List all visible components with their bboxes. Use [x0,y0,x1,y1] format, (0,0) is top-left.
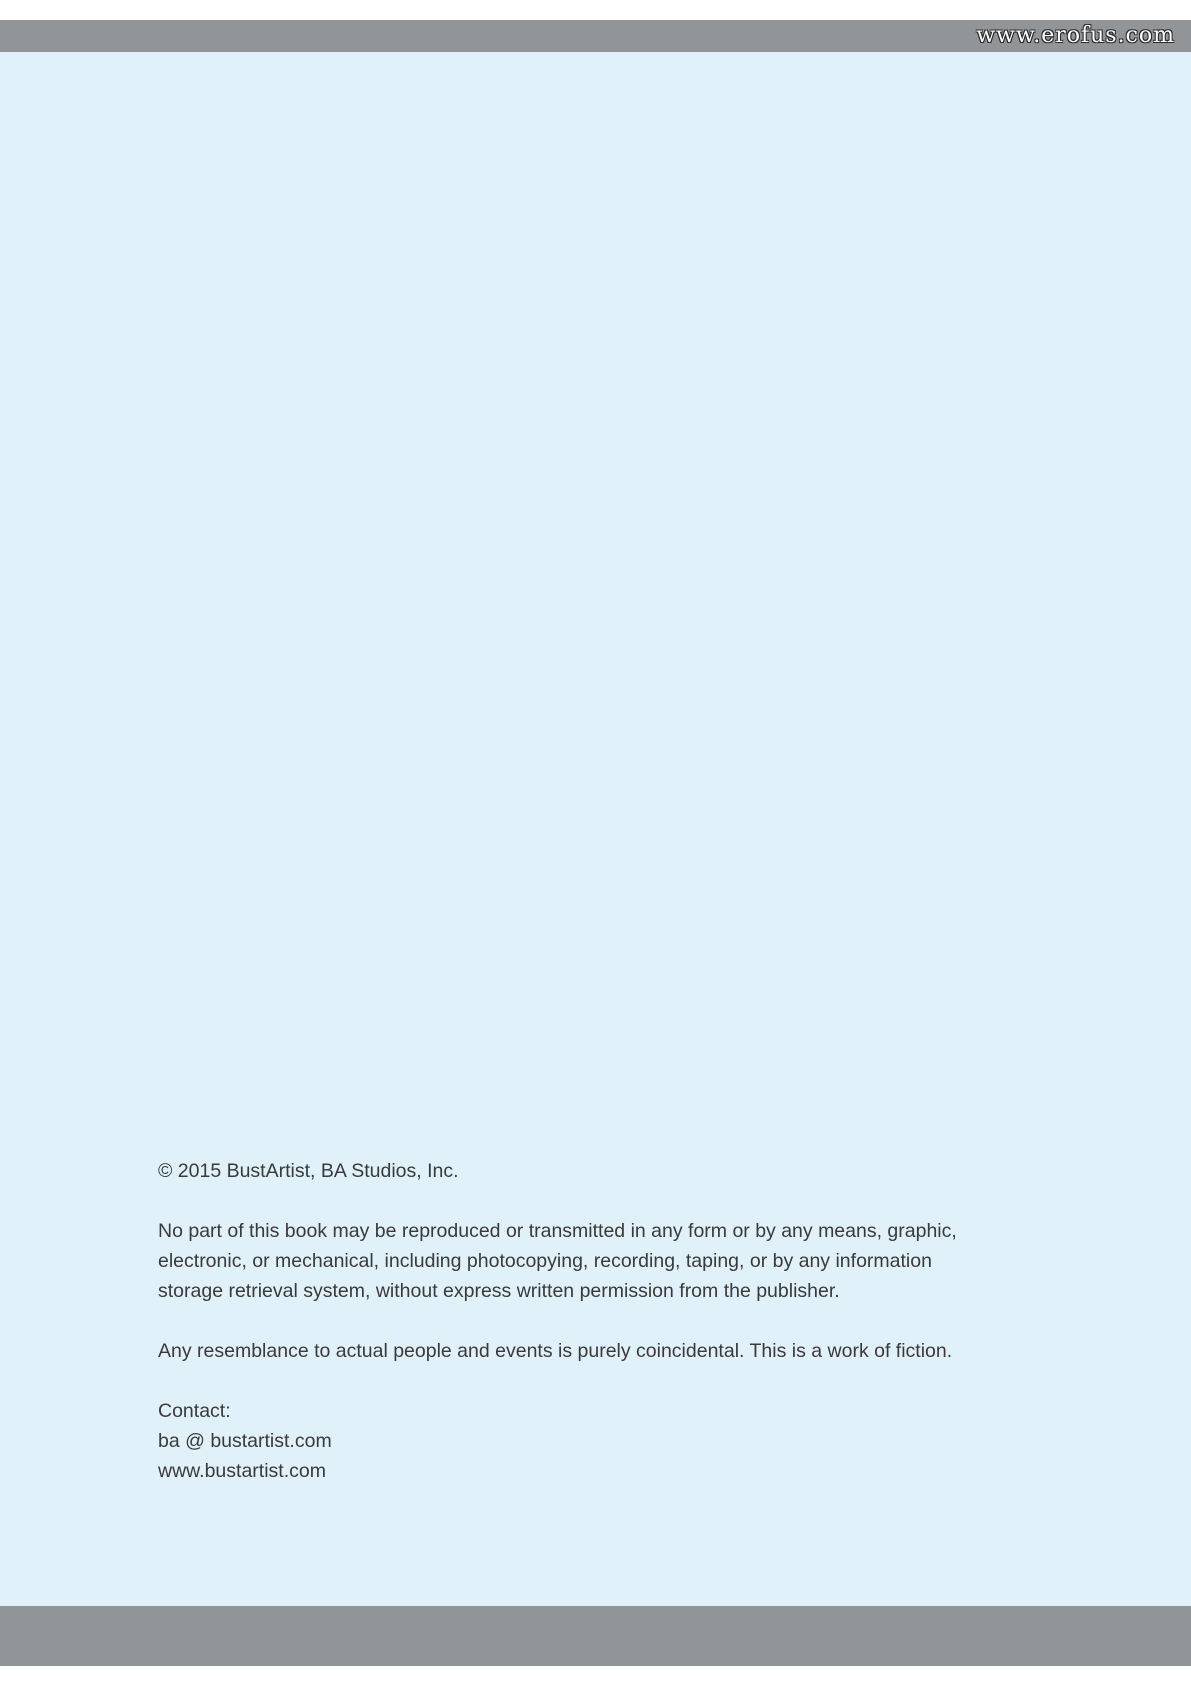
top-band [0,20,1191,52]
rights-line: electronic, or mechanical, including photocopying, recording, taping, or by any information [158,1250,932,1272]
rights-notice [158,1216,1058,1306]
bottom-band [0,1606,1191,1666]
rights-line: storage retrieval system, without express written permission from the publisher. [158,1280,840,1302]
contact-email: ba @ bustartist.com [158,1430,332,1452]
colophon [158,1156,1058,1486]
contact-website: www.bustartist.com [158,1460,326,1482]
rights-line: No part of this book may be reproduced or transmitted in any form or by any means, graphic, [158,1220,957,1242]
watermark-text: www.erofus.com [976,23,1175,48]
contact-label: Contact: [158,1400,231,1422]
fiction-disclaimer: Any resemblance to actual people and events is purely coincidental. This is a work of fiction. [158,1340,953,1362]
contact-block [158,1396,1058,1486]
copyright-line: © 2015 BustArtist, BA Studios, Inc. [158,1160,459,1182]
